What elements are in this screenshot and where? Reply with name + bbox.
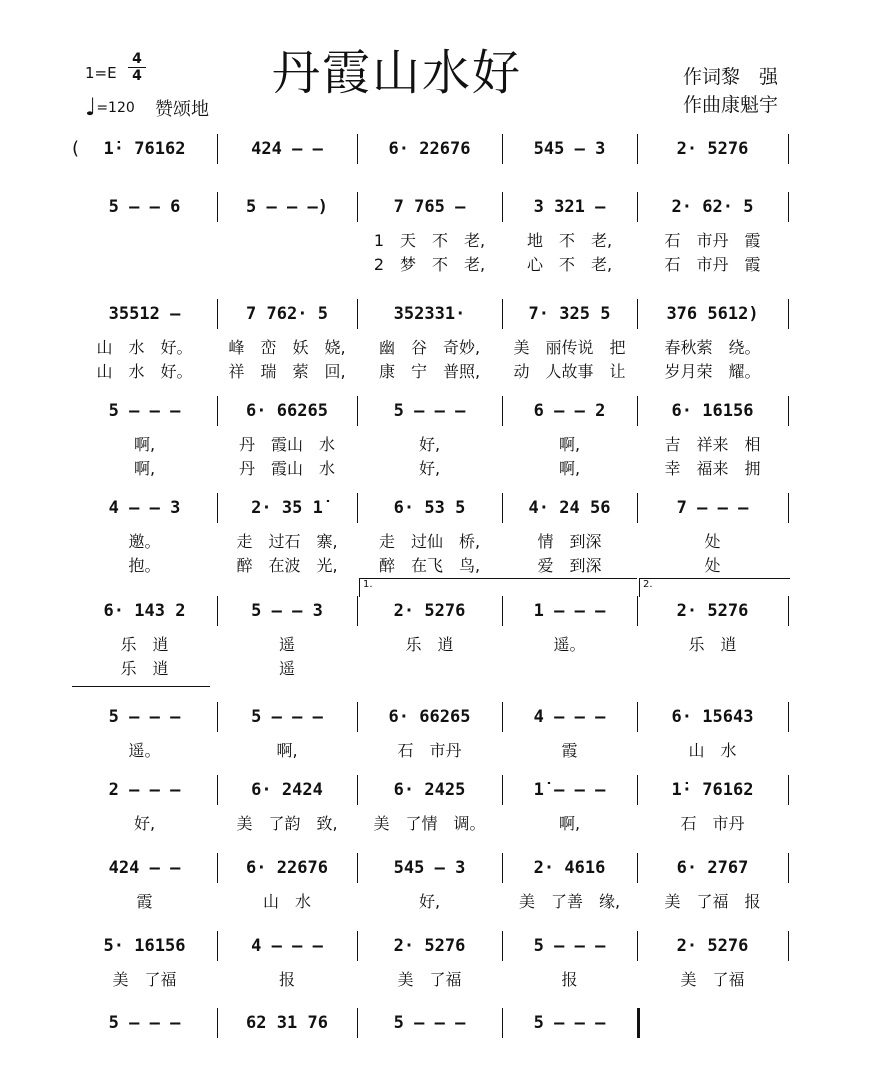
quarter-note-icon: ♩	[85, 93, 97, 121]
lyric-verse-1: 啊,	[133, 435, 156, 454]
lyric-verse-1: 遥	[278, 635, 295, 654]
lyric-verse-1: 春秋萦 绕。	[664, 338, 761, 357]
measure-notes: 4 — — 3	[108, 498, 181, 518]
lyric-verse-1: 走 过石 寨,	[236, 532, 338, 551]
barline	[357, 299, 358, 329]
measure-notes: 2· 5276	[676, 936, 749, 956]
barline	[502, 853, 503, 883]
measure-notes: 545 — 3	[393, 858, 466, 878]
lyric-verse-2: 石 市丹 霞	[664, 255, 761, 274]
lyricist-credit: 作词黎 强	[683, 66, 779, 88]
volta-first-ending: 1.	[359, 578, 637, 597]
measure-notes: 5 — — 6	[108, 197, 181, 217]
measure-notes: 2· 4616	[533, 858, 606, 878]
barline	[637, 396, 638, 426]
barline	[357, 1008, 358, 1038]
measure-notes: 6· 143 2	[103, 601, 186, 621]
measure-notes: 5 — — —	[393, 401, 466, 421]
lyric-verse-1: 石 市丹	[680, 814, 745, 833]
barline	[217, 134, 218, 164]
composer-credit: 作曲康魁宇	[683, 94, 779, 116]
measure-notes: 1̇· 76162	[103, 139, 186, 159]
barline	[637, 1008, 640, 1038]
barline	[357, 396, 358, 426]
measure-notes: 352331·	[393, 304, 466, 324]
measure-notes: 7 765 —	[393, 197, 466, 217]
lyric-verse-1: 遥。	[128, 741, 161, 760]
lyric-verse-1: 报	[278, 970, 295, 989]
lyric-verse-2: 祥 瑞 萦 回,	[228, 362, 346, 381]
lyric-verse-2: 好,	[418, 459, 441, 478]
lyric-verse-1: 山 水	[262, 892, 311, 911]
barline	[502, 1008, 503, 1038]
barline	[502, 775, 503, 805]
lyric-verse-1: 美 了情 调。	[373, 814, 486, 833]
barline	[788, 853, 789, 883]
barline	[217, 299, 218, 329]
lyric-verse-1: 乐 逍	[120, 635, 169, 654]
lyric-verse-2: 2 梦 不 老,	[373, 255, 486, 274]
measure-notes: 2· 35 1̇	[251, 498, 323, 518]
barline	[217, 702, 218, 732]
measure-notes: 6· 22676	[246, 858, 328, 878]
lyric-verse-1: 邀。	[128, 532, 161, 551]
lyric-verse-1: 乐 逍	[405, 635, 454, 654]
measure-notes: 6· 2425	[393, 780, 466, 800]
measure-notes: 6· 66265	[246, 401, 328, 421]
measure-notes: 424 — —	[108, 858, 181, 878]
measure-notes: 1̇ — — —	[533, 780, 606, 800]
barline	[217, 596, 218, 626]
measure-notes: 5 — — —	[108, 707, 181, 727]
barline	[637, 192, 638, 222]
measure-notes: 1 — — —	[533, 601, 606, 621]
lyric-verse-2: 山 水 好。	[96, 362, 193, 381]
lyric-verse-1: 幽 谷 奇妙,	[378, 338, 481, 357]
song-title: 丹霞山水好	[272, 45, 523, 101]
lyric-verse-1: 美 了福	[397, 970, 462, 989]
lyric-verse-1: 好,	[418, 435, 441, 454]
tempo-marking	[85, 93, 135, 121]
barline	[788, 192, 789, 222]
measure-notes: 1̇· 76162	[671, 780, 754, 800]
barline	[637, 493, 638, 523]
barline	[788, 493, 789, 523]
time-signature-top: 4	[132, 51, 142, 67]
barline	[637, 702, 638, 732]
measure-notes: 376 5612)	[666, 304, 759, 324]
lyric-verse-1: 好,	[133, 814, 156, 833]
measure-notes: 424 — —	[251, 139, 323, 159]
lyric-verse-2: 爱 到深	[537, 556, 602, 575]
lyric-verse-2: 岁月荣 耀。	[664, 362, 761, 381]
lyric-verse-1: 吉 祥来 相	[664, 435, 761, 454]
barline	[217, 192, 218, 222]
lyric-verse-1: 啊,	[276, 741, 298, 760]
barline	[217, 493, 218, 523]
barline	[788, 931, 789, 961]
measure-notes: 6· 15643	[671, 707, 754, 727]
barline	[357, 596, 358, 626]
measure-notes: 6· 2767	[676, 858, 749, 878]
tempo-value: =120	[96, 100, 135, 116]
barline	[637, 134, 638, 164]
measure-notes: 4· 24 56	[528, 498, 611, 518]
measure-notes: 2· 5276	[393, 601, 466, 621]
barline	[357, 493, 358, 523]
barline	[637, 299, 638, 329]
barline	[357, 134, 358, 164]
lyric-verse-2: 啊,	[133, 459, 156, 478]
time-signature-bottom: 4	[132, 68, 142, 84]
barline	[217, 1008, 218, 1038]
lyric-verse-1: 山 水	[688, 741, 737, 760]
barline	[502, 596, 503, 626]
measure-notes: 3 321 —	[533, 197, 606, 217]
lyric-verse-1: 好,	[418, 892, 441, 911]
lyric-verse-1: 丹 霞山 水	[238, 435, 335, 454]
measure-notes: 6· 66265	[388, 707, 471, 727]
measure-notes: 7· 325 5	[528, 304, 611, 324]
lyric-verse-1: 啊,	[558, 814, 581, 833]
barline	[502, 493, 503, 523]
lyric-verse-1: 霞	[561, 741, 578, 760]
repeat-parenthesis: (	[72, 138, 80, 159]
lyric-verse-1: 美 丽传说 把	[513, 338, 626, 357]
barline	[502, 396, 503, 426]
measure-notes: 6· 2424	[251, 780, 323, 800]
lyric-verse-1: 报	[561, 970, 578, 989]
measure-notes: 7 762· 5	[246, 304, 328, 324]
barline	[357, 192, 358, 222]
measure-notes: 4 — — —	[251, 936, 323, 956]
expression-marking: 赞颂地	[155, 99, 209, 120]
barline	[788, 596, 789, 626]
barline	[502, 192, 503, 222]
barline	[788, 396, 789, 426]
barline	[637, 931, 638, 961]
barline	[217, 853, 218, 883]
measure-notes: 4 — — —	[533, 707, 606, 727]
measure-notes: 62 31 76	[246, 1013, 328, 1033]
measure-notes: 2· 5276	[676, 601, 749, 621]
lyric-verse-1: 霞	[136, 892, 153, 911]
lyric-verse-1: 遥。	[553, 635, 586, 654]
lyric-verse-2: 抱。	[128, 556, 161, 575]
lyric-verse-2: 动 人故事 让	[513, 362, 626, 381]
barline	[357, 931, 358, 961]
lyric-verse-2: 遥	[278, 659, 295, 678]
lyric-verse-2: 康 宁 普照,	[378, 362, 481, 381]
barline	[502, 299, 503, 329]
lyric-verse-1: 乐 逍	[688, 635, 737, 654]
measure-notes: 5 — — —)	[246, 197, 328, 217]
lyric-verse-1: 美 了福	[112, 970, 177, 989]
barline	[788, 299, 789, 329]
key-signature: 1=E	[85, 64, 117, 82]
volta-second-ending: 2.	[639, 578, 790, 597]
lyric-verse-2: 幸 福来 拥	[664, 459, 761, 478]
measure-notes: 2· 5276	[676, 139, 749, 159]
lyric-verse-1: 美 了善 缘,	[518, 892, 621, 911]
lyric-verse-1: 情 到深	[537, 532, 602, 551]
time-signature	[128, 52, 146, 83]
lyric-verse-2: 心 不 老,	[526, 255, 613, 274]
barline	[788, 775, 789, 805]
ending-bracket-line	[72, 686, 210, 687]
lyric-verse-1: 山 水 好。	[96, 338, 193, 357]
measure-notes: 2 — — —	[108, 780, 181, 800]
lyric-verse-1: 石 市丹	[397, 741, 462, 760]
lyric-verse-1: 峰 峦 妖 娆,	[228, 338, 346, 357]
measure-notes: 5· 16156	[103, 936, 186, 956]
lyric-verse-1: 1 天 不 老,	[373, 231, 486, 250]
lyric-verse-2: 乐 逍	[120, 659, 169, 678]
lyric-verse-1: 石 市丹 霞	[664, 231, 761, 250]
barline	[637, 853, 638, 883]
lyric-verse-1: 美 了韵 致,	[236, 814, 338, 833]
measure-notes: 5 — — —	[393, 1013, 466, 1033]
measure-notes: 2· 62· 5	[671, 197, 754, 217]
measure-notes: 6 — — 2	[533, 401, 606, 421]
barline	[502, 931, 503, 961]
barline	[357, 775, 358, 805]
measure-notes: 5 — — —	[251, 707, 323, 727]
barline	[217, 396, 218, 426]
measure-notes: 6· 53 5	[393, 498, 466, 518]
measure-notes: 5 — — —	[533, 1013, 606, 1033]
lyric-verse-2: 丹 霞山 水	[238, 459, 335, 478]
lyric-verse-1: 走 过仙 桥,	[378, 532, 481, 551]
lyric-verse-2: 醉 在波 光,	[236, 556, 338, 575]
measure-notes: 2· 5276	[393, 936, 466, 956]
lyric-verse-1: 地 不 老,	[526, 231, 613, 250]
lyric-verse-1: 啊,	[558, 435, 581, 454]
lyric-verse-2: 处	[704, 556, 721, 575]
barline	[502, 702, 503, 732]
measure-notes: 7 — — —	[676, 498, 749, 518]
measure-notes: 545 — 3	[533, 139, 606, 159]
measure-notes: 5 — — —	[108, 401, 181, 421]
lyric-verse-1: 美 了福	[680, 970, 745, 989]
barline	[357, 702, 358, 732]
lyric-verse-2: 醉 在飞 鸟,	[378, 556, 481, 575]
barline	[637, 775, 638, 805]
barline	[788, 134, 789, 164]
barline	[217, 931, 218, 961]
barline	[357, 853, 358, 883]
measure-notes: 5 — — —	[533, 936, 606, 956]
measure-notes: 5 — — —	[108, 1013, 181, 1033]
barline	[217, 775, 218, 805]
barline	[788, 702, 789, 732]
measure-notes: 6· 22676	[388, 139, 471, 159]
measure-notes: 35512 —	[108, 304, 181, 324]
measure-notes: 6· 16156	[671, 401, 754, 421]
barline	[502, 134, 503, 164]
barline	[637, 596, 638, 626]
lyric-verse-2: 啊,	[558, 459, 581, 478]
measure-notes: 5 — — 3	[251, 601, 323, 621]
lyric-verse-1: 处	[704, 532, 721, 551]
lyric-verse-1: 美 了福 报	[664, 892, 761, 911]
